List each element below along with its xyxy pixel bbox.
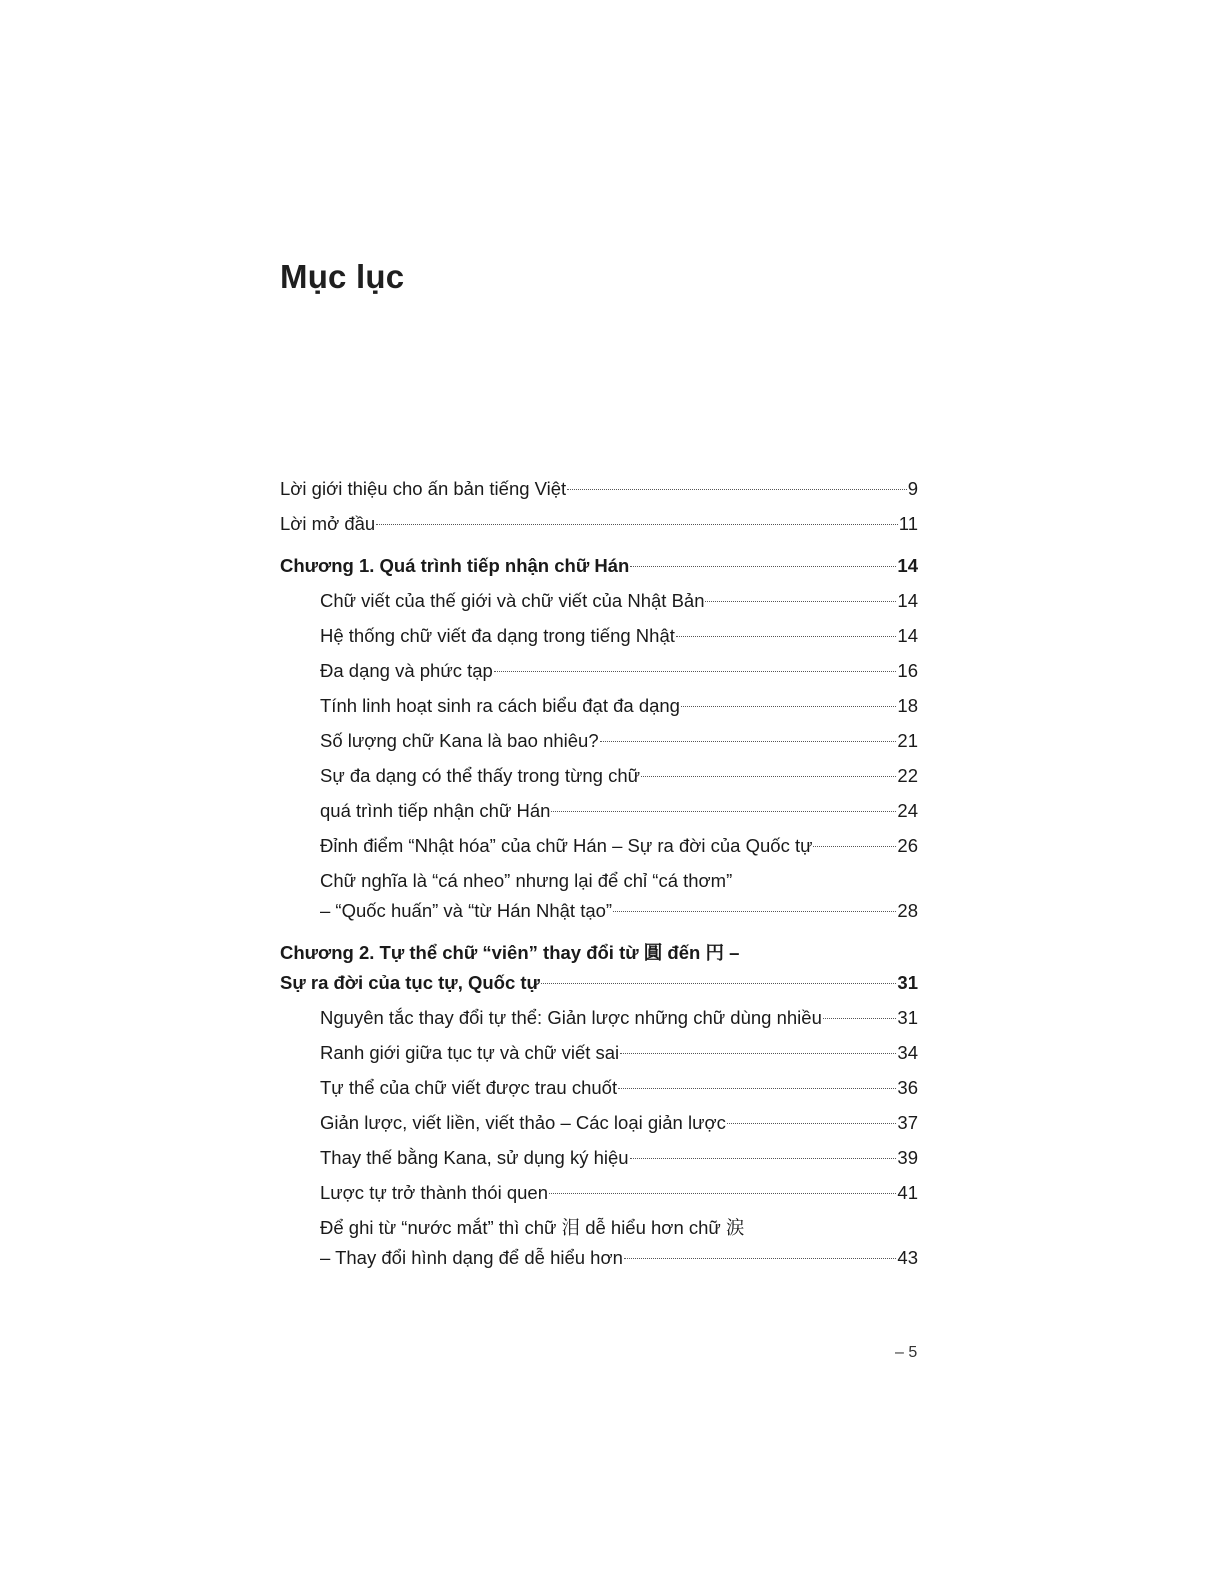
toc-entry-page: 39	[897, 1147, 918, 1168]
toc-entry-title: Tính linh hoạt sinh ra cách biểu đạt đa dạng	[320, 695, 680, 716]
toc-entry	[280, 1038, 918, 1068]
toc-entry-title: Chương 2. Tự thể chữ “viên” thay đổi từ 圓 đến 円 –	[280, 942, 740, 963]
table-of-contents	[280, 474, 918, 1278]
toc-entry-page: 28	[897, 900, 918, 921]
toc-entry-page: 24	[897, 800, 918, 821]
toc-entry-title: Hệ thống chữ viết đa dạng trong tiếng Nhật	[320, 625, 675, 646]
toc-chapter-2	[280, 938, 918, 998]
toc-entry	[280, 691, 918, 721]
dot-leader	[494, 671, 897, 672]
page-title: Mục lục	[280, 258, 405, 295]
toc-entry	[280, 866, 918, 926]
toc-entry-title: Lời giới thiệu cho ấn bản tiếng Việt	[280, 478, 567, 499]
toc-entry-page: 43	[897, 1247, 918, 1268]
toc-entry	[280, 621, 918, 651]
toc-entry-subtitle: – “Quốc huấn” và “từ Hán Nhật tạo”	[320, 900, 613, 921]
toc-entry-page: 21	[897, 730, 918, 751]
dot-leader	[641, 776, 896, 777]
toc-entry	[280, 726, 918, 756]
toc-entry-title: Giản lược, viết liền, viết thảo – Các loại giản lược	[320, 1112, 726, 1133]
toc-entry	[280, 796, 918, 826]
dot-leader	[567, 489, 907, 490]
dot-leader	[630, 1158, 897, 1159]
dot-leader	[630, 566, 896, 567]
toc-entry-page: 36	[897, 1077, 918, 1098]
toc-entry	[280, 831, 918, 861]
page-number: – 5	[895, 1344, 918, 1361]
dot-leader	[549, 1193, 896, 1194]
toc-entry-title: quá trình tiếp nhận chữ Hán	[320, 800, 551, 821]
toc-entry-title: Để ghi từ “nước mắt” thì chữ 泪 dễ hiểu hơn chữ 涙	[320, 1217, 745, 1238]
toc-entry-title: Tự thể của chữ viết được trau chuốt	[320, 1077, 618, 1098]
dot-leader	[541, 983, 896, 984]
dot-leader	[813, 846, 896, 847]
toc-entry-title: Số lượng chữ Kana là bao nhiêu?	[320, 730, 599, 751]
toc-entry-page: 41	[897, 1182, 918, 1203]
toc-chapter-1	[280, 551, 918, 581]
toc-entry-title: Nguyên tắc thay đổi tự thể: Giản lược những chữ dùng nhiều	[320, 1007, 822, 1028]
dot-leader	[613, 911, 896, 912]
dot-leader	[376, 524, 898, 525]
toc-entry-title: Chữ nghĩa là “cá nheo” nhưng lại để chỉ “cá thơm”	[320, 870, 733, 891]
toc-entry	[280, 509, 918, 539]
toc-entry-title: Thay thế bằng Kana, sử dụng ký hiệu	[320, 1147, 629, 1168]
toc-entry-title: Đa dạng và phức tạp	[320, 660, 493, 681]
dot-leader	[705, 601, 896, 602]
toc-entry-page: 34	[897, 1042, 918, 1063]
toc-entry-title: Lời mở đầu	[280, 513, 376, 534]
toc-entry	[280, 474, 918, 504]
toc-entry-page: 22	[897, 765, 918, 786]
toc-entry	[280, 1143, 918, 1173]
toc-entry-page: 14	[897, 625, 918, 646]
toc-entry-title: Chương 1. Quá trình tiếp nhận chữ Hán	[280, 555, 630, 576]
dot-leader	[727, 1123, 897, 1124]
toc-entry-page: 31	[897, 1007, 918, 1028]
toc-entry-title: Ranh giới giữa tục tự và chữ viết sai	[320, 1042, 620, 1063]
toc-entry	[280, 761, 918, 791]
toc-entry-page: 16	[897, 660, 918, 681]
toc-entry-subtitle: Sự ra đời của tục tự, Quốc tự	[280, 972, 540, 993]
toc-entry	[280, 586, 918, 616]
toc-entry	[280, 1178, 918, 1208]
toc-entry-page: 14	[897, 555, 918, 576]
dot-leader	[551, 811, 896, 812]
dot-leader	[676, 636, 897, 637]
dot-leader	[624, 1258, 897, 1259]
toc-entry	[280, 1213, 918, 1273]
toc-entry-title: Chữ viết của thế giới và chữ viết của Nhật Bản	[320, 590, 705, 611]
toc-entry-page: 31	[897, 972, 918, 993]
toc-entry-page: 18	[897, 695, 918, 716]
dot-leader	[618, 1088, 896, 1089]
toc-entry	[280, 1108, 918, 1138]
toc-entry	[280, 1073, 918, 1103]
dot-leader	[600, 741, 897, 742]
toc-entry-subtitle: – Thay đổi hình dạng để dễ hiểu hơn	[320, 1247, 623, 1268]
toc-entry	[280, 656, 918, 686]
toc-entry-title: Lược tự trở thành thói quen	[320, 1182, 548, 1203]
toc-entry-page: 26	[897, 835, 918, 856]
toc-entry-title: Sự đa dạng có thể thấy trong từng chữ	[320, 765, 640, 786]
toc-entry-page: 9	[907, 478, 918, 499]
toc-entry-page: 37	[897, 1112, 918, 1133]
dot-leader	[823, 1018, 897, 1019]
toc-entry-title: Đỉnh điểm “Nhật hóa” của chữ Hán – Sự ra đời của Quốc tự	[320, 835, 813, 856]
dot-leader	[681, 706, 896, 707]
toc-entry-page: 14	[897, 590, 918, 611]
toc-entry-page: 11	[898, 513, 918, 534]
toc-entry	[280, 1003, 918, 1033]
dot-leader	[620, 1053, 896, 1054]
